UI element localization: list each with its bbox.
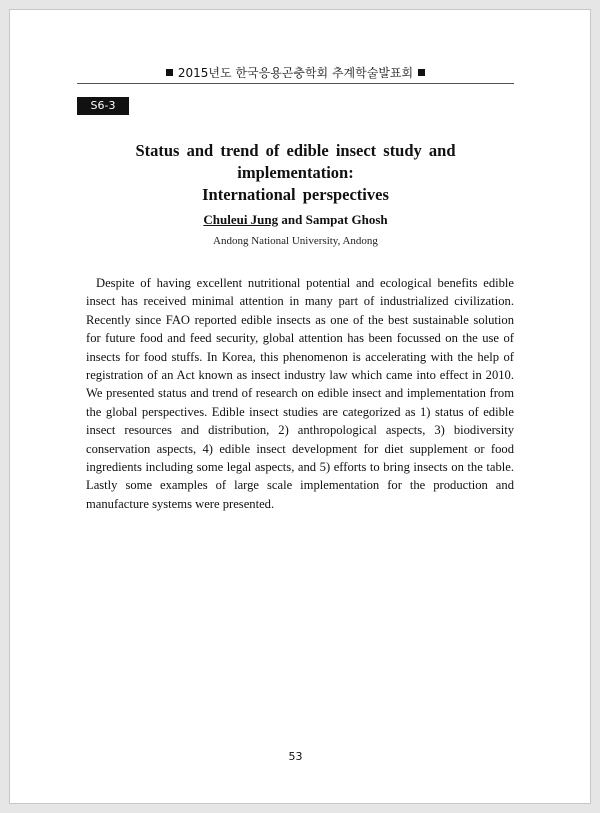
abstract-body: Despite of having excellent nutritional potential and ecological benefits edible insect has received minimal attention in many part of industrialized civilization. Recently since FAO reported edible insects as one of the best sustainable solution for future food and feed security, global attention has been focussed on the use of insects for food stuffs. In Korea, this phenomenon is accelerating with the help of registration of an Act known as insect industry law which came into effect in 2010. We presented status and trend of research on edible insect and implementation from the global perspectives. Edible insect studies are categorized as 1) status of edible insect resources and distribution, 2) anthropological aspects, 3) biodiversity conservation aspects, 4) edible insect development for diet supplement or food ingredients including some legal aspects, and 5) efforts to bring insects on the table. Lastly some examples of large scale implementation for the production and manufacture systems were presented.	[86, 276, 514, 511]
square-bullet-icon	[166, 69, 173, 76]
page-number: 53	[288, 750, 303, 763]
author-list	[77, 212, 514, 228]
title-line-1: Status and trend of edible insect study and implementation:	[135, 141, 456, 182]
running-header	[77, 64, 514, 81]
co-authors: and Sampat Ghosh	[278, 212, 388, 227]
header-text: 2015년도 한국응용곤충학회 추계학술발표회	[177, 66, 414, 80]
title-line-2: International perspectives	[202, 185, 389, 204]
session-code-badge: S6-3	[77, 97, 129, 115]
presenting-author: Chuleui Jung	[203, 212, 279, 227]
affiliation: Andong National University, Andong	[213, 235, 378, 247]
paper-title	[77, 140, 514, 206]
square-bullet-icon	[418, 69, 425, 76]
header-rule	[77, 83, 514, 84]
